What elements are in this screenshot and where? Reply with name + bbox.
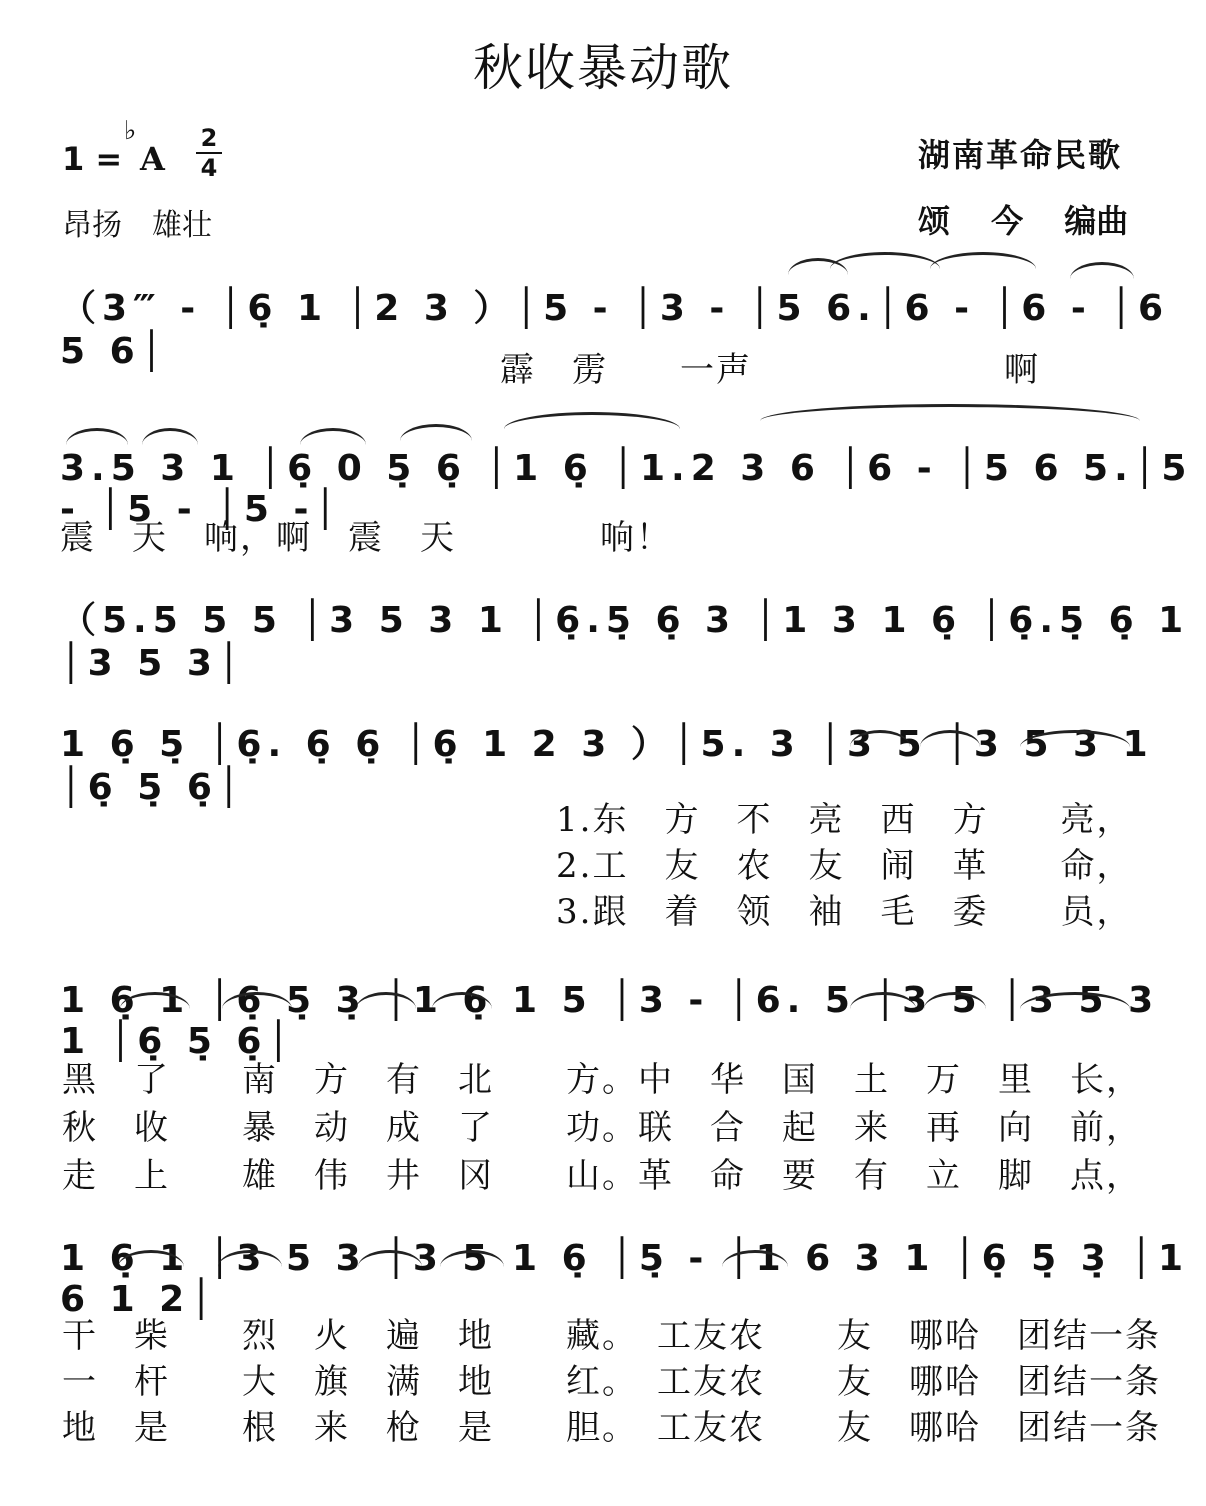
slur-mark [66,428,128,445]
phrase-mark [504,412,680,429]
lyrics-intro-2: 震 天 响，啊 震 天 响！ [60,518,672,558]
lyrics-verse-2-a: 2.工 友 农 友 闹 革 命， [556,846,1133,886]
music-line-2: 3.5 3 1 │6̣ 0 5̣ 6̣ │1 6̣ │1.2 3 6 │6 - │5 6 5.│5 - │5 - │5 -│ [60,448,1193,530]
music-line-5: 1 6̣ 1 │6̣ 5̣ 3̣ │1 6̣ 1 5 │3 - │6. 5 │3 5 │3 5 3 1 │6̣ 5̣ 6̣│ [60,980,1160,1062]
lyrics-verse-3-c: 地 是 根 来 枪 是 胆。 工友农 友 哪哈 团结一条 [62,1408,1161,1448]
lyrics-verse-2-c: 一 杆 大 旗 满 地 红。 工友农 友 哪哈 团结一条 [62,1362,1161,1402]
lyrics-verse-1-a: 1.东 方 不 亮 西 方 亮， [556,800,1133,840]
lyrics-intro-1: 霹 雳 一声 啊 [500,350,1040,390]
song-origin: 湖南革命民歌 [918,136,1123,174]
flat-sign: ♭ [124,116,137,146]
music-line-4: 1 6̣ 5̣ │6̣. 6̣ 6̣ │6̣ 1 2 3 ）│5. 3 │3 5 │3 5 3 1 │6̣ 5̣ 6̣│ [60,724,1154,808]
lyrics-verse-3-a: 3.跟 着 领 袖 毛 委 员， [556,892,1133,932]
music-line-3: （5.5 5 5 │3 5 3 1 │6̣.5̣ 6̣ 3 │1 3 1 6̣ │6̣.5̣ 6̣ 1 │3 5 3│ [60,600,1190,684]
key-note: A [140,140,165,178]
tie-mark [830,252,940,269]
slur-mark [400,424,472,441]
lyrics-verse-2-b: 秋 收 暴 动 成 了 功。联 合 起 来 再 向 前， [62,1108,1142,1148]
time-signature-top: 2 [200,124,218,152]
slur-mark [142,428,198,445]
lyrics-verse-1-c: 干 柴 烈 火 遍 地 藏。 工友农 友 哪哈 团结一条 [62,1316,1161,1356]
lyrics-verse-3-b: 走 上 雄 伟 井 冈 山。革 命 要 有 立 脚 点， [62,1156,1142,1196]
time-signature-bottom: 4 [196,152,222,182]
slur-mark [300,428,366,445]
tempo-marking: 昂扬 雄壮 [62,208,212,243]
lyrics-verse-1-b: 黑 了 南 方 有 北 方。中 华 国 土 万 里 长， [62,1060,1142,1100]
slur-mark [1070,262,1134,279]
arranger-credit: 颂 今 编曲 [918,202,1129,240]
music-line-1: （3‴ - │6̣ 1 │2 3 ）│5 - │3 - │5 6.│6 - │6 - │6 5 6│ [60,288,1170,372]
key-signature-number: 1 = [62,140,123,178]
music-line-6: 1 6̣ 1 │3 5 3 │3 5 1 6̣ │5̣ - │1 6 3 1 │6̣ 5̣ 3̣ │1 6 1 2│ [60,1238,1190,1320]
phrase-mark [760,404,1140,421]
tie-mark [930,252,1036,269]
time-signature [196,124,222,182]
song-title: 秋收暴动歌 [473,39,733,97]
